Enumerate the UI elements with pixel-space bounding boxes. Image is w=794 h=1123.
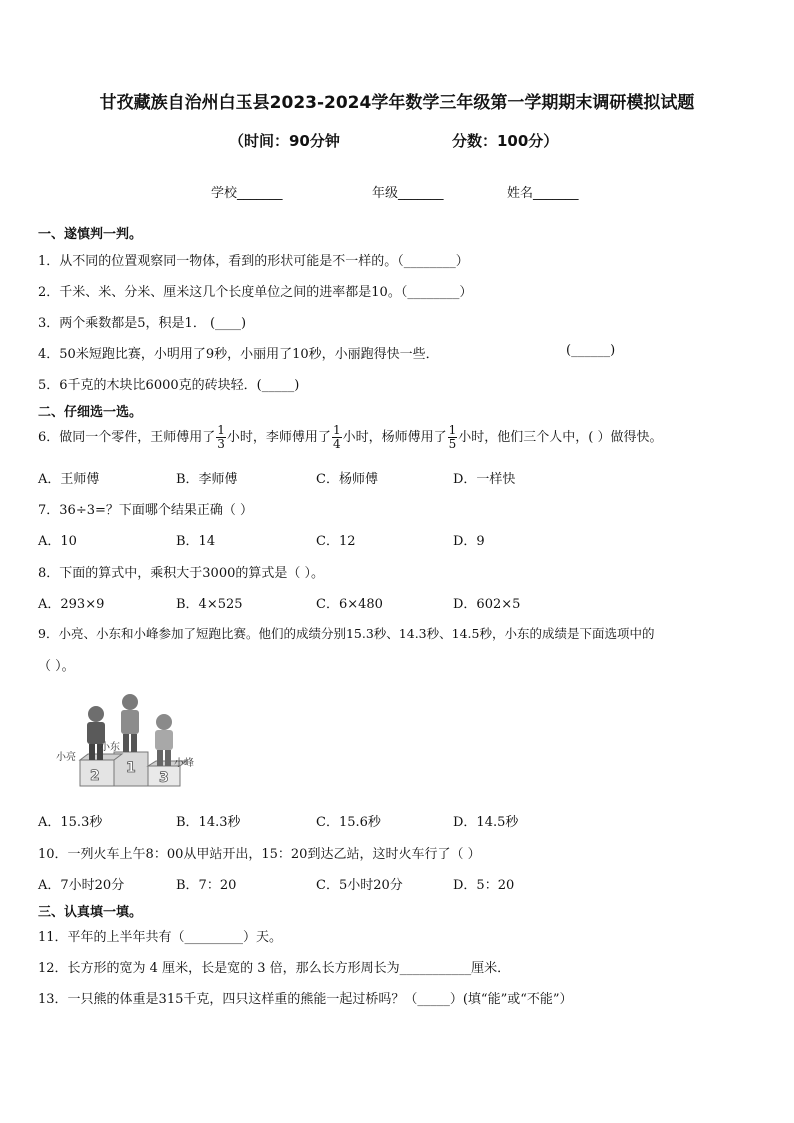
question-11: 11．平年的上半年共有（_________）天。 bbox=[38, 930, 283, 945]
q7-option-a: A．10 bbox=[38, 534, 77, 549]
question-7: 7．36÷3=？下面哪个结果正确（ ） bbox=[38, 503, 254, 518]
question-9: 9．小亮、小东和小峰参加了短跑比赛。他们的成绩分别15.3秒、14.3秒、14.5秒，小东的成绩是下面选项中的 bbox=[38, 626, 655, 641]
q6-option-b: B．李师傅 bbox=[176, 472, 238, 487]
fraction-one-fourth: $\frac{1}{4}$ bbox=[332, 423, 341, 451]
q9-option-b: B．14.3秒 bbox=[176, 815, 241, 830]
q9-option-d: D．14.5秒 bbox=[453, 815, 519, 830]
section-2-heading: 二、仔细选一选。 bbox=[38, 405, 143, 420]
label-xiaoliang: 小亮 bbox=[56, 752, 76, 763]
question-4: 4．50米短跑比赛，小明用了9秒，小丽用了10秒，小丽跑得快一些． bbox=[38, 347, 439, 362]
page-title: 甘孜藏族自治州白玉县2023-2024学年数学三年级第一学期期末调研模拟试题 bbox=[99, 93, 695, 113]
school-field: 学校_______ bbox=[211, 186, 283, 201]
question-3: 3．两个乘数都是5，积是1． (____) bbox=[38, 316, 247, 331]
q10-option-a: A．7小时20分 bbox=[38, 878, 125, 893]
question-10: 10．一列火车上午8：00从甲站开出，15：20到达乙站，这时火车行了（ ） bbox=[38, 847, 481, 862]
name-field: 姓名_______ bbox=[507, 186, 579, 201]
q10-option-d: D．5：20 bbox=[453, 878, 515, 893]
question-9-blank: （ ）。 bbox=[38, 659, 75, 674]
fraction-one-fifth: $\frac{1}{5}$ bbox=[448, 423, 457, 451]
q6-part-3: 小时，杨师傅用了 bbox=[342, 430, 447, 445]
grade-field: 年级_______ bbox=[372, 186, 444, 201]
q10-option-c: C．5小时20分 bbox=[316, 878, 403, 893]
race-podium-illustration bbox=[52, 688, 202, 798]
exam-score: 分数：100分） bbox=[452, 132, 559, 150]
fraction-one-third: $\frac{1}{3}$ bbox=[217, 423, 225, 451]
q6-part-2: 小时，李师傅用了 bbox=[226, 430, 331, 445]
label-xiaodong: 小东 bbox=[100, 742, 120, 753]
podium-number-2: 2 bbox=[90, 768, 100, 784]
q6-part-1: 6．做同一个零件，王师傅用了 bbox=[38, 430, 216, 445]
q8-option-d: D．602×5 bbox=[453, 597, 521, 612]
podium-number-1: 1 bbox=[126, 760, 136, 776]
q8-option-a: A．293×9 bbox=[38, 597, 105, 612]
q8-option-b: B．4×525 bbox=[176, 597, 243, 612]
q6-option-a: A．王师傅 bbox=[38, 472, 100, 487]
question-8: 8．下面的算式中，乘积大于3000的算式是（ ）。 bbox=[38, 566, 324, 581]
q6-option-d: D．一样快 bbox=[453, 472, 516, 487]
q8-option-c: C．6×480 bbox=[316, 597, 383, 612]
q9-option-a: A．15.3秒 bbox=[38, 815, 103, 830]
q7-option-d: D．9 bbox=[453, 534, 485, 549]
label-xiaofeng: 小峰 bbox=[174, 758, 194, 769]
podium-number-3: 3 bbox=[159, 770, 169, 786]
question-4-blank: (______) bbox=[566, 343, 616, 358]
section-1-heading: 一、遂慎判一判。 bbox=[38, 227, 143, 242]
q7-option-c: C．12 bbox=[316, 534, 356, 549]
q6-part-4: 小时，他们三个人中，( ）做得快。 bbox=[458, 430, 663, 445]
exam-time: （时间：90分钟 bbox=[229, 132, 340, 150]
question-6 bbox=[38, 423, 662, 453]
q6-option-c: C．杨师傅 bbox=[316, 472, 378, 487]
question-12: 12．长方形的宽为 4 厘米，长是宽的 3 倍，那么长方形周长为___________厘米． bbox=[38, 961, 511, 976]
question-2: 2．千米、米、分米、厘米这几个长度单位之间的进率都是10。（________） bbox=[38, 285, 473, 300]
section-3-heading: 三、认真填一填。 bbox=[38, 905, 143, 920]
q9-option-c: C．15.6秒 bbox=[316, 815, 381, 830]
q7-option-b: B．14 bbox=[176, 534, 216, 549]
q10-option-b: B．7：20 bbox=[176, 878, 237, 893]
question-13: 13．一只熊的体重是315千克，四只这样重的熊能一起过桥吗？（_____）(填“能”或“不能”） bbox=[38, 992, 573, 1007]
question-1: 1．从不同的位置观察同一物体，看到的形状可能是不一样的。（________） bbox=[38, 254, 469, 269]
question-5: 5．6千克的木块比6000克的砖块轻．(_____) bbox=[38, 378, 300, 393]
